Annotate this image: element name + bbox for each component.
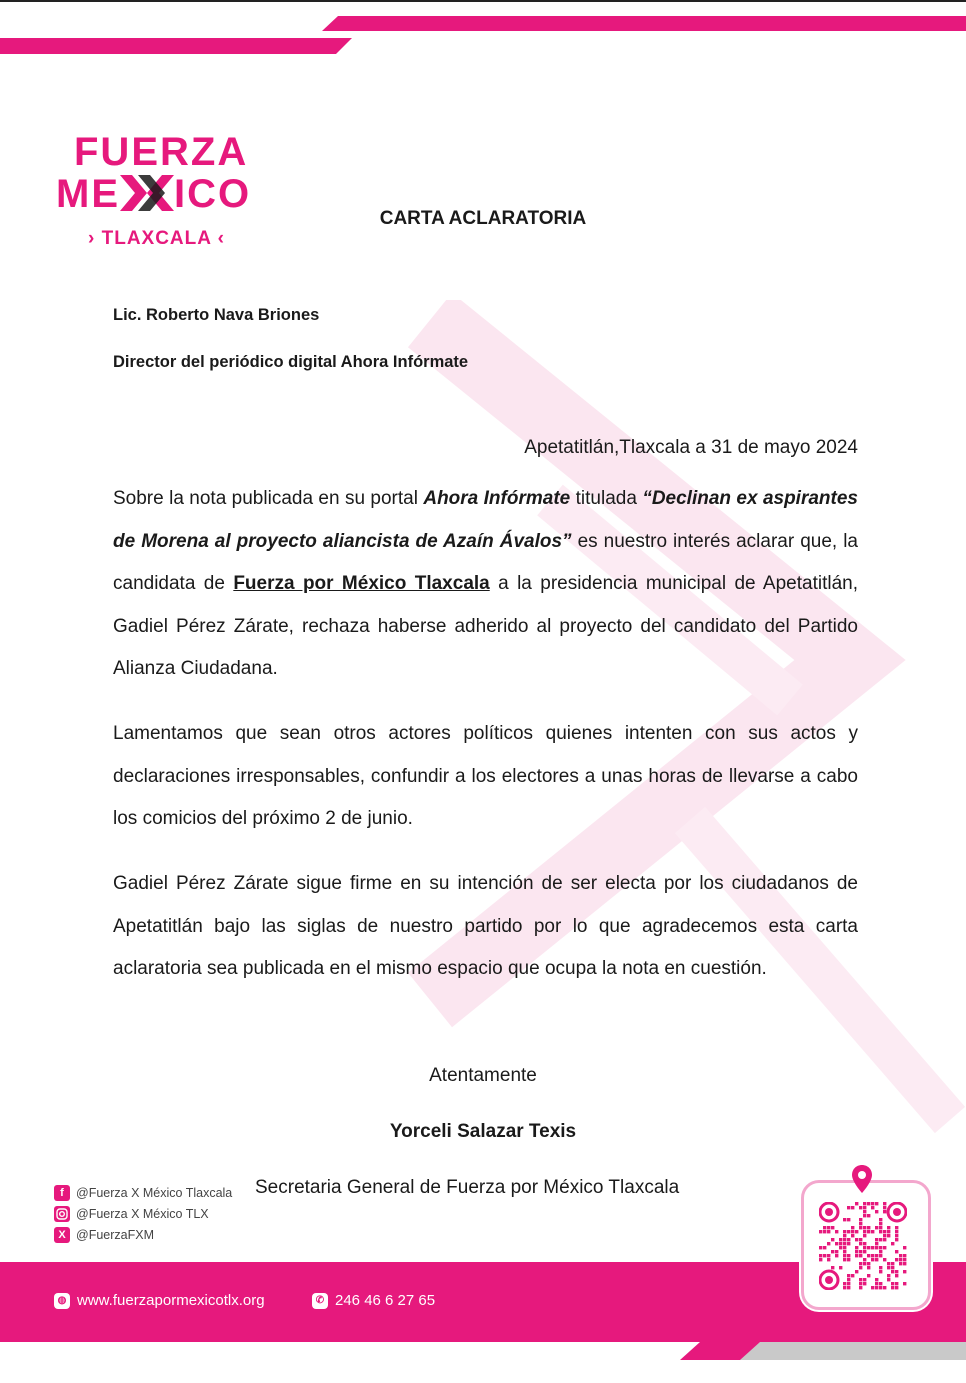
footer-website[interactable] — [54, 1292, 265, 1309]
phone-number: 246 46 6 27 65 — [335, 1292, 436, 1309]
logo-text-left: ME — [56, 172, 120, 216]
phone-icon: ✆ — [312, 1293, 328, 1309]
date-line: Apetatitlán,Tlaxcala a 31 de mayo 2024 — [524, 437, 858, 458]
recipient-name: Lic. Roberto Nava Briones — [113, 306, 320, 324]
signer-title: Secretaria General de Fuerza por México Tlaxcala — [255, 1177, 680, 1198]
logo-subtitle — [88, 228, 225, 250]
qr-code — [819, 1202, 907, 1290]
globe-icon: ◍ — [54, 1293, 70, 1309]
recipient-title: Director del periódico digital Ahora Infórmate — [113, 353, 469, 371]
signer-name: Yorceli Salazar Texis — [389, 1121, 577, 1142]
website-link: www.fuerzapormexicotlx.org — [77, 1292, 265, 1309]
paragraph-3: Gadiel Pérez Zárate sigue firme en su intención de ser electa por los ciudadanos de Apetatitlán bajo las siglas de nuestro partido por lo que agradecemos esta carta aclaratoria sea publicada en el mismo espacio que ocupa la nota en cuestión. — [113, 873, 858, 979]
p1-portal-name: Ahora Infórmate — [423, 488, 571, 509]
instagram-icon — [54, 1206, 70, 1222]
x-icon: X — [54, 1227, 70, 1243]
social-x[interactable] — [54, 1227, 154, 1243]
instagram-handle: @Fuerza X México TLX — [76, 1207, 209, 1221]
p1-text-e: es nuestro interés aclarar que, la candidata de — [113, 530, 858, 594]
location-pin-icon — [851, 1164, 873, 1194]
letter-title: CARTA ACLARATORIA — [379, 208, 587, 229]
p1-article-title: “Declinan ex aspirantes de Morena al proyecto aliancista de Azaín Ávalos” — [113, 488, 858, 552]
logo-x-mark — [120, 175, 174, 211]
facebook-icon: f — [54, 1185, 70, 1201]
p1-text-c: titulada — [570, 488, 643, 509]
paragraph-2: Lamentamos que sean otros actores políticos quienes intenten con sus actos y declaraciones irresponsables, confundir a los electores a unas horas de llevarse a cabo los comicios del próximo 2 de junio. — [113, 723, 858, 829]
p1-party-name: Fuerza por México Tlaxcala — [233, 573, 490, 594]
footer-phone[interactable] — [312, 1292, 435, 1309]
p1-text-g: a la presidencia municipal de Apetatitlán, Gadiel Pérez Zárate, rechaza haberse adherido al proyecto del candidato del Partido Alianza Ciudadana. — [113, 573, 858, 679]
chevron-left-icon: ‹ — [217, 228, 225, 249]
top-border-decoration — [0, 0, 966, 60]
facebook-handle: @Fuerza X México Tlaxcala — [76, 1186, 233, 1200]
p1-text-a: Sobre la nota publicada en su portal — [113, 488, 424, 509]
paragraph-1 — [113, 478, 858, 691]
social-facebook[interactable] — [54, 1185, 232, 1201]
chevron-right-icon: › — [88, 228, 96, 249]
logo-tlaxcala: TLAXCALA — [101, 228, 212, 249]
social-instagram[interactable] — [54, 1206, 209, 1222]
logo-word-fuerza: FUERZA — [74, 130, 249, 174]
logo-text-right: ICO — [174, 172, 252, 216]
closing: Atentamente — [429, 1065, 537, 1086]
x-handle: @FuerzaFXM — [76, 1228, 154, 1242]
